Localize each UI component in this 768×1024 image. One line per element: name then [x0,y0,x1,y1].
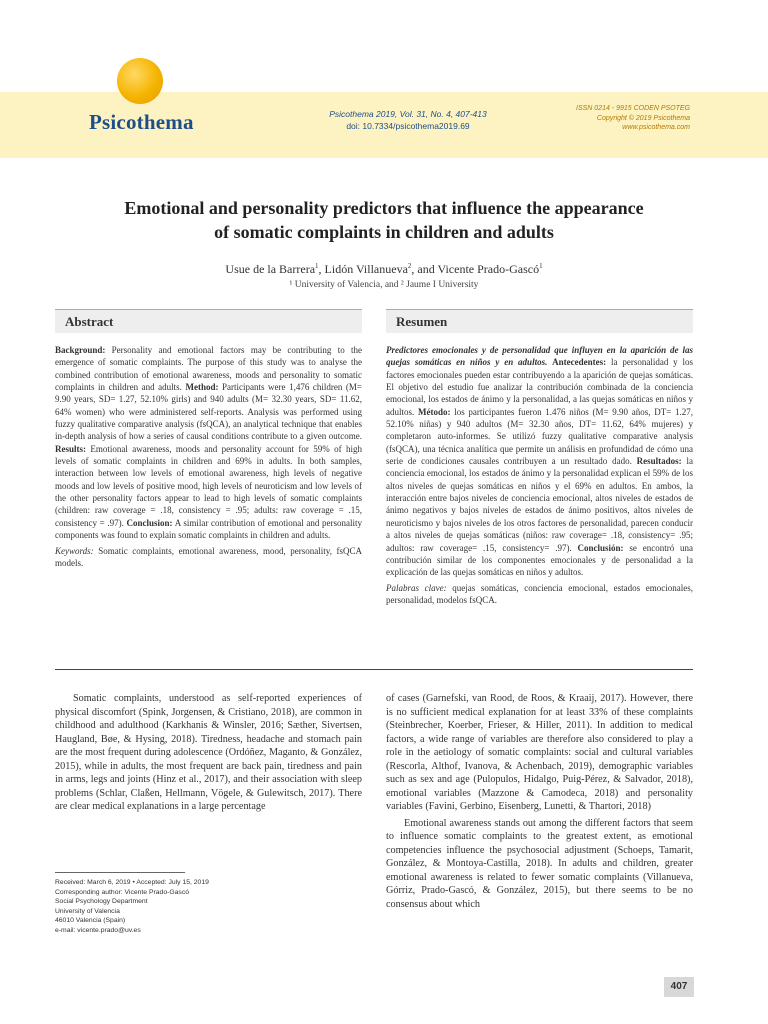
metodo-text: los participantes fueron 1.476 niños (M= 9.90 años, DT= 1.27, 52.10% niñas) y 940 adultos (M= 32.30 años, DT= 11.62, 64% mujeres) y completaron auto-informes. Se utilizó fuzzy qualitative comparative analysis (fsQCA), una técnica analítica que permite un análisis en profundidad de cómo una serie de condiciones causales contribuyen a un resultado dado. [386,406,694,467]
body-column-1 [55,692,362,814]
department: Social Psychology Department [55,898,148,906]
metodo-label: Método: [417,406,451,417]
author-sep-2: , and [411,262,438,276]
footnote-rule [55,872,185,873]
conclusion-es-text: se encontró una contribución similar de los componentes emocionales y de personalidad a la explicación de las quejas somáticas en niños y adultos. [386,542,694,578]
author-3-sup: 1 [539,262,543,270]
abstract-keywords [55,545,362,570]
page-number: 407 [664,977,694,997]
resumen-heading: Resumen [386,309,693,333]
results-text: Emotional awareness, moods and personality account for 59% of high levels of somatic complaints in children and 69% in adults. In both samples, interaction between low levels of emotional awareness, high levels of negative moods and low levels of positive mood, high levels of neuroticism and low levels of the other personality factors appear to lead to high levels of somatic complaints (children: raw coverage = .18, consistency = .95; adults: raw coverage = .15, consistency = .97). [55,443,363,528]
received-dates: Received: March 6, 2019 • Accepted: July 15, 2019 [55,879,209,886]
author-3: Vicente Prado-Gascó [437,262,540,276]
author-1-sup: 1 [315,262,319,270]
citation-line: Psicothema 2019, Vol. 31, No. 4, 407-413 [329,109,487,119]
section-divider [55,669,693,670]
body-paragraph: Somatic complaints, understood as self-reported experiences of physical discomfort (Spink, Jorgensen, & Cristiano, 2018), are common in childhood and adulthood (Karkhanis & Winsler, 2016; Sæther, Sivertsen, Haugland, Bøe, & Hysing, 2018). Tiredness, headache and stomach pain are the most frequent during adolescence (Ordóñez, Maganto, & González, 2015), while in adults, the most frequent are back pain, tiredness and pain in arms, legs and joints (Hinz et al., 2017), and their association with sleep problems (Schlar, Claßen, Hellmann, Vögele, & Gulewitsch, 2017). There are clear medical explanations in a large percentage [55,693,362,812]
corresponding-author: Corresponding author: Vicente Prado-Gascó [55,888,190,896]
authors [40,262,728,277]
issn-line: ISSN 0214 - 9915 CODEN PSOTEG [576,105,690,112]
keywords-text: Somatic complaints, emotional awareness, mood, personality, fsQCA models. [55,545,363,568]
results-label: Results: [55,443,86,454]
resumen-keywords [386,582,693,607]
background-text: Personality and emotional factors may be contributing to the emergence of somatic complaints. The purpose of this study was to analyse the combined contribution of emotional awareness, moods and personality to somatic complaints in children and adults. [55,345,363,393]
palabras-clave-text: quejas somáticas, conciencia emocional, estados emocionales, personalidad, modelos fsQCA. [386,582,694,605]
author-1: Usue de la Barrera [225,262,316,276]
affiliations: ¹ University of Valencia, and ² Jaume I University [289,280,479,290]
university: University of Valencia [55,907,120,915]
city: 46010 Valencia (Spain) [55,917,126,925]
conclusion-label: Conclusion: [126,517,173,528]
palabras-clave-label: Palabras clave: [386,582,447,593]
copyright-line: Copyright © 2019 Psicothema [596,114,690,122]
doi-line: doi: 10.7334/psicothema2019.69 [346,121,470,131]
body-column-2 [386,692,693,911]
journal-logo: Psicothema [89,110,194,134]
keywords-label: Keywords: [55,545,94,556]
author-2: Lidón Villanueva [324,262,408,276]
method-text: Participants were 1,476 children (M= 9.90 years, SD= 1.27, 52.10% girls) and 940 adults (M= 32.30 years, SD= 11.62, 64% women) who were administered self-reports. Analysis was performed using fuzzy qualitative comparative analysis (fsQCA), an analytical technique that enables in-depth analysis of how a series of causal conditions contribute to a given outcome. [55,382,362,442]
conclusion-es-label: Conclusión: [577,542,624,553]
title-line-1: Emotional and personality predictors that influence the appearance [124,198,644,218]
journal-citation [318,108,498,132]
antecedentes-text: la personalidad y los factores emocionales pueden estar contribuyendo a la aparición de quejas somáticas. El objetivo del estudio fue analizar la contribución combinada de la conciencia emocional, los estados de ánimo y la personalidad, a las quejas somáticas en niños y adultos. [386,357,694,417]
body-paragraph: of cases (Garnefski, van Rood, de Roos, & Kraaij, 2017). However, there is no sufficient medical explanation for at least 33% of these complaints (Steinbrecher, Koerber, Frieser, & Hiller, 2011). In addition to medical factors, a wide range of variables are therefore also considered to play a role in the aetiology of somatic complaints: social and cultural variables (Rescorla, Althof, Ivanova, & Achenbach, 2019), demographic variables such as sex and age (Pulopulos, Hidalgo, Puig-Pérez, & Salvador, 2018), emotional variables (Mazzone & Camodeca, 2018) and personality variables (Favini, Gerbino, Eisenberg, Lunetti, & Thartori, 2018) [386,693,693,812]
abstract-text [55,344,362,569]
logo-circle-icon [117,58,163,104]
website-line: www.psicothema.com [622,124,690,131]
conclusion-text: A similar contribution of emotional and personality components was found to explain somatic complaints in children and adults. [55,517,363,541]
author-sep-1: , [318,262,325,276]
journal-issn-block [540,104,690,133]
article-title [40,196,728,244]
resumen-title: Predictores emocionales y de personalidad que influyen en la aparición de las quejas somáticas en niños y en adultos. [386,345,693,368]
abstract-paragraph [55,344,362,542]
method-label: Method: [185,382,219,393]
resultados-text: la conciencia emocional, los estados de ánimo y la personalidad explican el 59% de los altos niveles de quejas somáticas en niños y el 69% en adultos. En ambos, la interacción entre bajos niveles de conciencia emocional, altos niveles de estados de ánimo negativos y bajos niveles de estados de ánimo positivos, altos niveles de neuroticismo y bajos niveles de los otros factores de personalidad, parecen conducir a altos niveles de quejas somáticas (niños: raw coverage= .18, consistency= .95; adultos: raw coverage= .15, consistency= .97). [386,456,694,553]
abstract-heading: Abstract [55,309,362,333]
correspondence-footnote [55,878,362,936]
email: e-mail: vicente.prado@uv.es [55,926,141,934]
title-line-2: of somatic complaints in children and adults [214,222,554,242]
background-label: Background: [55,345,106,355]
resultados-label: Resultados: [636,456,682,467]
body-paragraph: Emotional awareness stands out among the different factors that seem to influence somatic complaints to the greatest extent, as emotional competencies influence the psychosocial adjustment (Schoeps, Tamarit, González, & Montoya-Castilla, 2018). In adults and children, greater emotional awareness is related to fewer somatic complaints (Villanueva, Górriz, Prado-Gascó, & González, 2015), but there seems to be no consensus about which [386,817,693,910]
author-2-sup: 2 [407,262,412,270]
antecedentes-label: Antecedentes: [552,357,607,368]
resumen-text [386,344,693,606]
resumen-paragraph [386,344,693,579]
